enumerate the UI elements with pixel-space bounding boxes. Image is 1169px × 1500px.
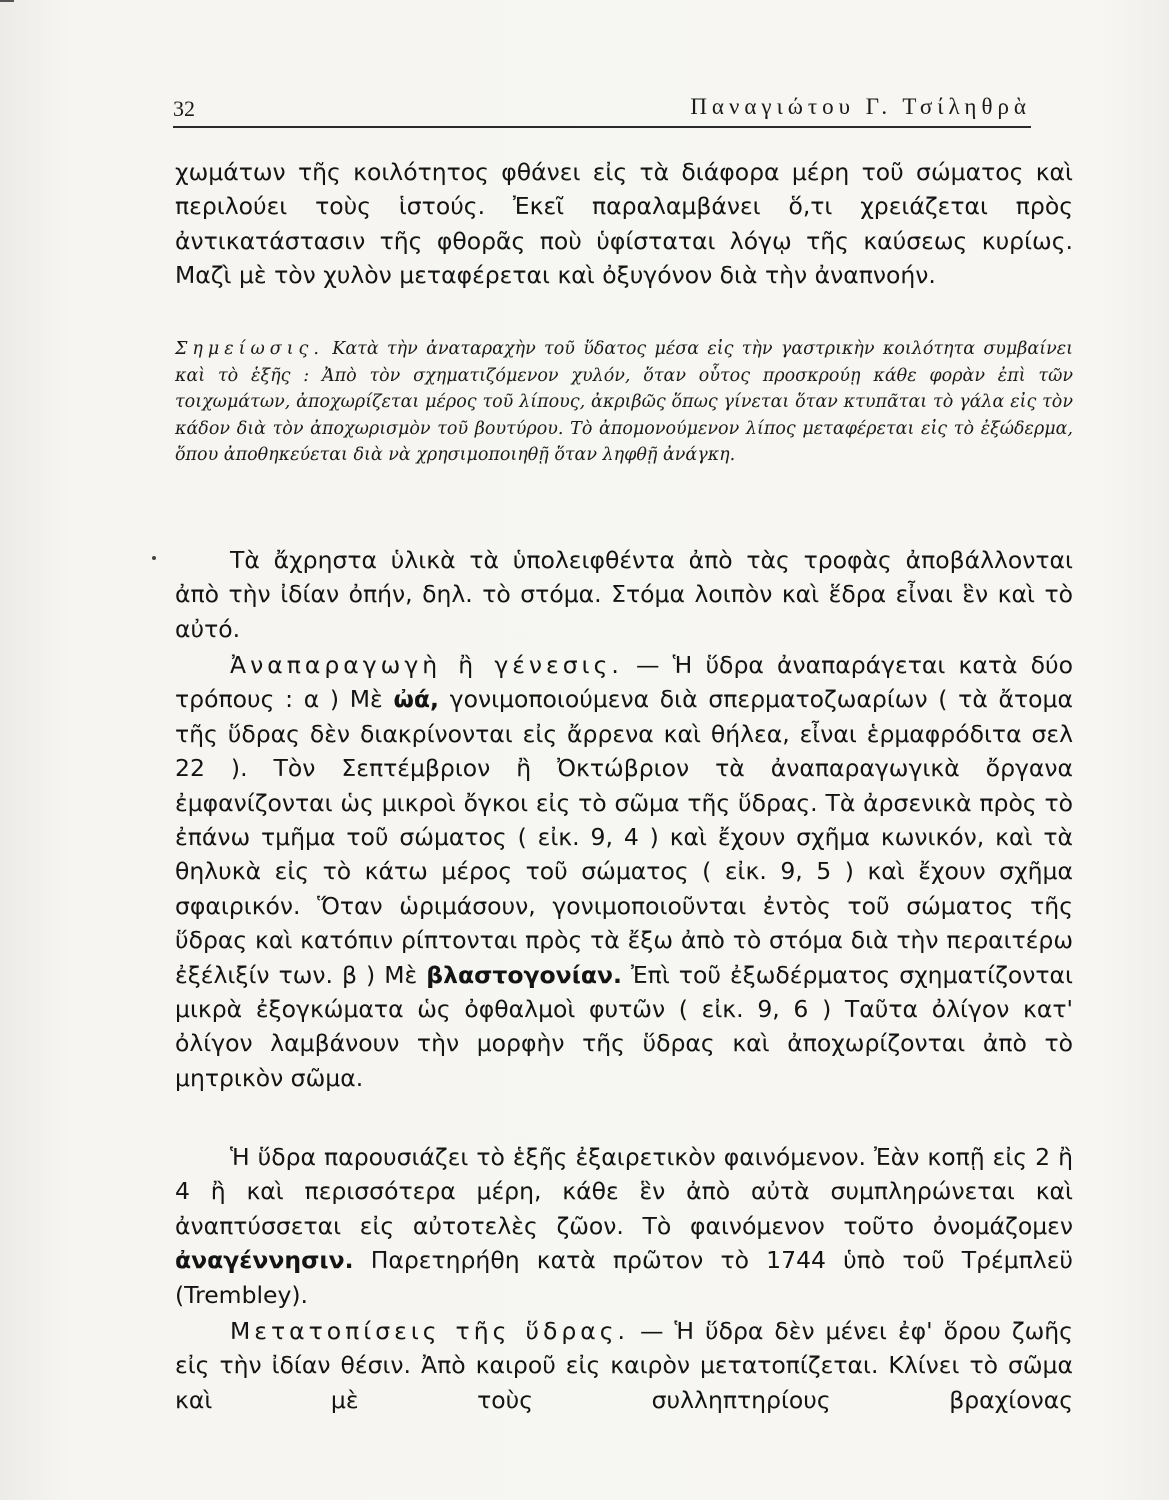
paragraph-text: γονιμοποιούμενα διὰ σπερματοζωαρίων ( τὰ ἄτομα τῆς ὕδρας δὲν διακρίνονται εἰς ἄρρενα καὶ θήλεα, εἶναι ἑρμαφρόδιτα σελ 22 ). Τὸν Σεπτέμβριον ἢ Ὀκτώβριον τὰ ἀναπαραγωγικὰ ὄργανα ἐμφανίζονται ὡς μικροὶ ὄγκοι εἰς τὸ σῶμα τῆς ὕδρας. Τὰ ἀρσενικὰ πρὸς τὸ ἐπάνω τμῆμα τοῦ σώματος ( εἰκ. 9, 4 ) καὶ ἔχουν σχῆμα κωνικόν, καὶ τὰ θηλυκὰ εἰς τὸ κάτω μέρος τοῦ σώματος ( εἰκ. 9, 5 ) καὶ ἔχουν σχῆμα σφαιρικόν. Ὅταν ὡριμάσουν, γονιμοποιοῦνται ἐντὸς τοῦ σώματος τῆς ὕδρας καὶ κατόπιν ρίπτονται πρὸς τὰ ἔξω ἀπὸ τὸ στόμα διὰ τὴν περαιτέρω ἐξέλιξίν των. β ) Μὲ	[175, 685, 1073, 989]
paragraph-locomotion	[175, 1314, 1073, 1417]
paragraph-waste	[175, 543, 1073, 646]
paragraph-regeneration	[175, 1140, 1073, 1312]
page-number: 32	[173, 96, 195, 121]
section-heading-reproduction: Ἀναπαραγωγὴ ἢ γένεσις.	[230, 651, 623, 679]
note-label: Σημείωσις.	[175, 339, 324, 359]
paragraph-text: Ἡ ὕδρα παρουσιάζει τὸ ἑξῆς ἐξαιρετικὸν φαινόμενον. Ἐὰν κοπῇ εἰς 2 ἢ 4 ἢ καὶ περισσότερα μέρη, κάθε ἓν ἀπὸ αὐτὰ συμπληρώνεται καὶ ἀναπτύσσεται εἰς αὐτοτελὲς ζῶον. Τὸ φαινόμενον τοῦτο ὀνομάζομεν	[175, 1143, 1073, 1240]
paragraph-reproduction	[175, 648, 1073, 1095]
paragraph-text: χωμάτων τῆς κοιλότητος φθάνει εἰς τὰ διάφορα μέρη τοῦ σώματος καὶ περιλούει τοὺς ἱστούς. Ἐκεῖ παραλαμβάνει ὅ,τι χρειάζεται πρὸς ἀντικατάστασιν τῆς φθορᾶς ποὺ ὑφίσταται λόγῳ τῆς καύσεως κυρίως. Μαζὶ μὲ τὸν χυλὸν μεταφέρεται καὶ ὀξυγόνον διὰ τὴν ἀναπνοήν.	[175, 158, 1073, 290]
paragraph-text: — Ἡ ὕδρα δὲν μένει ἐφ' ὅρου ζωῆς εἰς τὴν ἰδίαν θέσιν. Ἀπὸ καιροῦ εἰς καιρὸν μετατοπίζεται. Κλίνει τὸ σῶμα καὶ μὲ τοὺς συλληπτηρίους βραχίονας	[175, 1317, 1073, 1414]
paragraph-text: Τὰ ἄχρηστα ὑλικὰ τὰ ὑπολειφθέντα ἀπὸ τὰς τροφὰς ἀποβάλλονται ἀπὸ τὴν ἰδίαν ὀπήν, δηλ. τὸ στόμα. Στόμα λοιπὸν καὶ ἕδρα εἶναι ἓν καὶ τὸ αὐτό.	[175, 546, 1073, 643]
paragraph-text: Ἐπὶ τοῦ ἐξωδέρματος σχηματίζονται μικρὰ ἐξογκώματα ὡς ὀφθαλμοὶ φυτῶν ( εἰκ. 9, 6 ) Ταῦτα ὀλίγον κατ' ὀλίγον λαμβάνουν τὴν μορφὴν τῆς ὕδρας καὶ ἀποχωρίζονται ἀπὸ τὸ μητρικὸν σῶμα.	[175, 960, 1073, 1092]
bold-term-regeneration: ἀναγέννησιν.	[175, 1246, 354, 1275]
margin-mark	[152, 556, 156, 560]
paragraph-text: — Ἡ ὕδρα ἀναπαράγεται κατὰ δύο τρόπους : α ) Μὲ	[175, 651, 1073, 714]
note-text: Κατὰ τὴν ἀναταραχὴν τοῦ ὕδατος μέσα εἰς τὴν γαστρικὴν κοιλότητα συμβαίνει καὶ τὸ ἑξῆς : Ἀπὸ τὸν σχηματιζόμενον χυλόν, ὅταν οὗτος προσκρούῃ κάθε φορὰν ἐπὶ τῶν τοιχωμάτων, ἀποχωρίζεται μέρος τοῦ λίπους, ἀκριβῶς ὅπως γίνεται ὅταν κτυπᾶται τὸ γάλα εἰς τὸν κάδον διὰ τὸν ἀποχωρισμὸν τοῦ βουτύρου. Τὸ ἀπομονούμενον λίπος μεταφέρεται εἰς τὸ ἐξώδερμα, ὅπου ἀποθηκεύεται διὰ νὰ χρησιμοποιηθῇ ὅταν ληφθῇ ἀνάγκη.	[175, 339, 1073, 466]
paragraph-text: Παρετηρήθη κατὰ πρῶτον τὸ 1744 ὑπὸ τοῦ Τρέμπλεϋ (Trembley).	[175, 1246, 1073, 1309]
bold-term-budding: βλαστογονίαν.	[426, 960, 622, 989]
page-header	[173, 90, 1031, 128]
section-heading-locomotion: Μετατοπίσεις τῆς ὕδρας.	[230, 1317, 629, 1345]
paragraph-digestion	[175, 155, 1073, 293]
running-head-author: Παναγιώτου Γ. Τσίληθρὰ	[690, 94, 1031, 119]
note-block	[175, 336, 1073, 469]
bold-term-eggs: ὠά,	[393, 685, 439, 714]
scan-edge-mark	[0, 0, 14, 2]
